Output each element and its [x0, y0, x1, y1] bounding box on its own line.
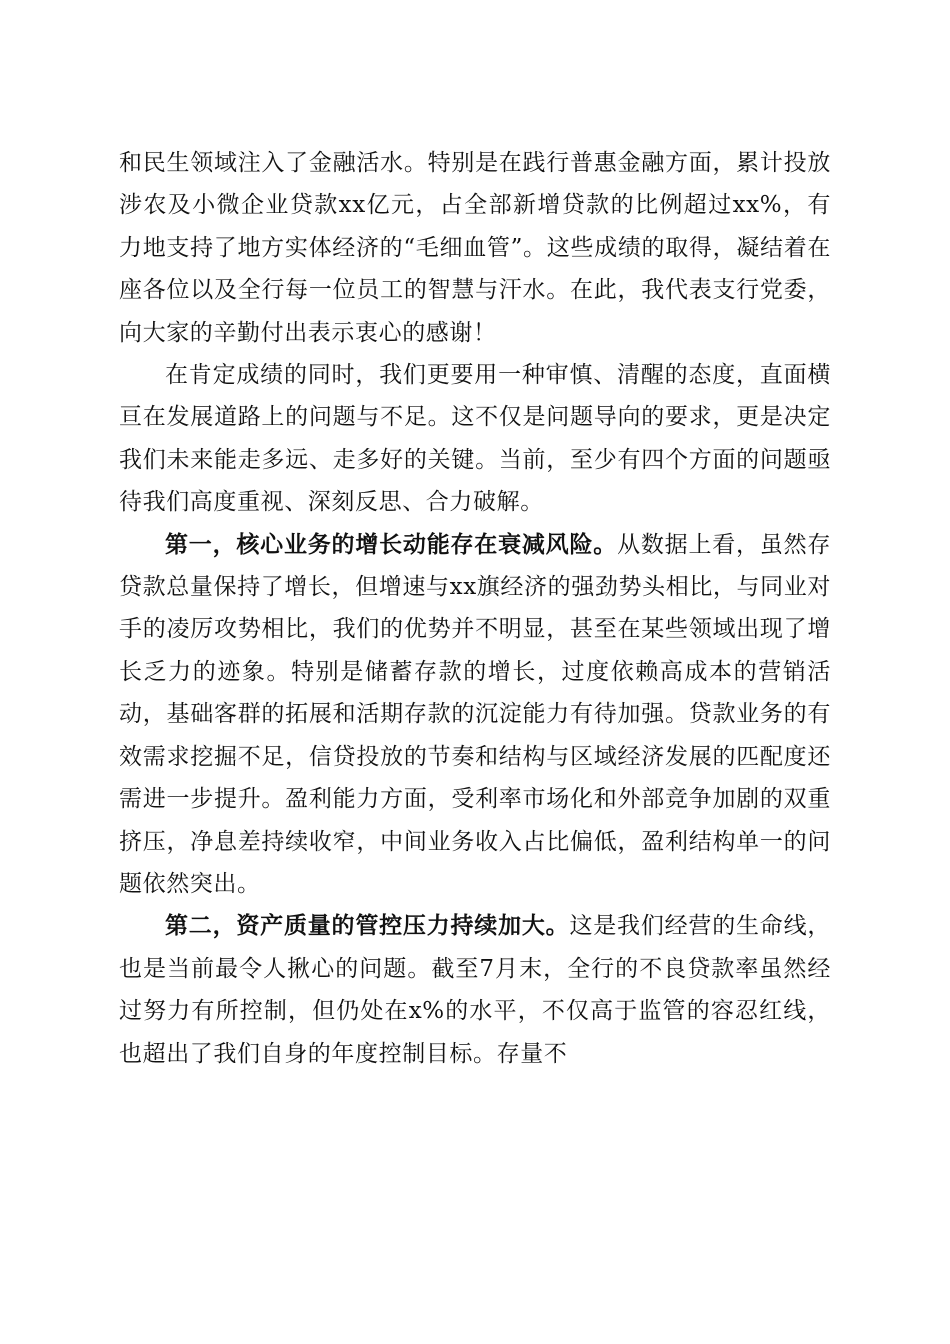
paragraph-lead-heading: 第二，资产质量的管控压力持续加大。: [165, 912, 570, 940]
paragraph-continuation: [119, 142, 831, 354]
document-body: [119, 142, 831, 1075]
paragraph-text: 这是我们经营的生命线，也是当前最令人揪心的问题。截至7月末，全行的不良贷款率虽然经过努力有所控制，但仍处在x%的水平，不仅高于监管的容忍红线，也超出了我们自身的年度控制目标。存量不: [119, 913, 831, 1067]
paragraph-second-problem: [119, 905, 831, 1075]
paragraph-text: 和民生领域注入了金融活水。特别是在践行普惠金融方面，累计投放涉农及小微企业贷款xx亿元，占全部新增贷款的比例超过xx%，有力地支持了地方实体经济的“毛细血管”。这些成绩的取得，凝结着在座各位以及全行每一位员工的智慧与汗水。在此，我代表支行党委，向大家的辛勤付出表示衷心的感谢！: [119, 150, 831, 346]
paragraph-first-problem: [119, 524, 831, 906]
paragraph-problems-intro: [119, 354, 831, 524]
paragraph-lead-heading: 第一，核心业务的增长动能存在衰减风险。: [165, 530, 618, 558]
paragraph-text: 从数据上看，虽然存贷款总量保持了增长，但增速与xx旗经济的强劲势头相比，与同业对手的凌厉攻势相比，我们的优势并不明显，甚至在某些领域出现了增长乏力的迹象。特别是储蓄存款的增长，过度依赖高成本的营销活动，基础客群的拓展和活期存款的沉淀能力有待加强。贷款业务的有效需求挖掘不足，信贷投放的节奏和结构与区域经济发展的匹配度还需进一步提升。盈利能力方面，受利率市场化和外部竞争加剧的双重挤压，净息差持续收窄，中间业务收入占比偏低，盈利结构单一的问题依然突出。: [119, 531, 831, 897]
paragraph-text: 在肯定成绩的同时，我们更要用一种审慎、清醒的态度，直面横亘在发展道路上的问题与不足。这不仅是问题导向的要求，更是决定我们未来能走多远、走多好的关键。当前，至少有四个方面的问题亟待我们高度重视、深刻反思、合力破解。: [119, 362, 831, 516]
